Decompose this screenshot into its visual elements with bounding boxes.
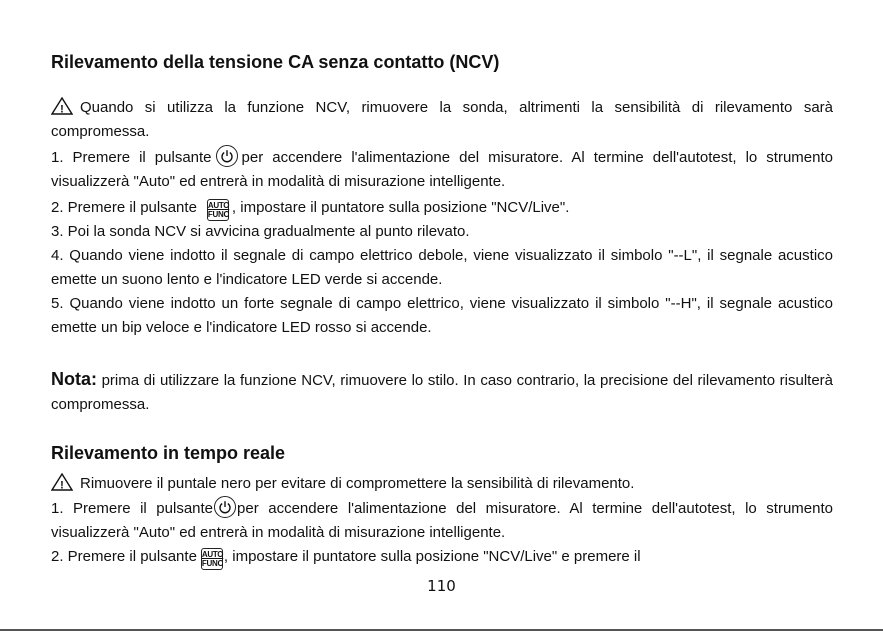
realtime-step-2-prefix: 2. Premere il pulsante [51, 548, 197, 565]
power-button-icon [216, 145, 238, 167]
power-button-icon [214, 496, 236, 518]
svg-text:!: ! [60, 103, 64, 115]
ncv-step-2 [51, 196, 833, 221]
ncv-step-3: 3. Poi la sonda NCV si avvicina gradualmente al punto rilevato. [51, 223, 470, 240]
section-title-ncv: Rilevamento della tensione CA senza contatto (NCV) [51, 52, 500, 72]
realtime-warning [51, 472, 833, 496]
func-label: FUNC [207, 210, 229, 219]
auto-label: AUTO [201, 550, 224, 559]
realtime-step-1-suffix: per accendere l'alimentazione del misuratore. Al termine dell'autotest, lo strumento visualizzerà "Auto" ed entrerà in modalità di misurazione intelligente. [51, 500, 833, 542]
func-label: FUNC [201, 559, 223, 568]
note-text: prima di utilizzare la funzione NCV, rimuovere lo stilo. In caso contrario, la precisione del rilevamento risulterà compromessa. [51, 372, 833, 414]
ncv-step-1 [51, 145, 833, 194]
auto-label: AUTO [207, 201, 230, 210]
ncv-step-4: 4. Quando viene indotto il segnale di campo elettrico debole, viene visualizzato il simbolo "--L", il segnale acustico emette un suono lento e l'indicatore LED verde si accende. [51, 247, 833, 289]
ncv-step-1-suffix: per accendere l'alimentazione del misuratore. Al termine dell'autotest, lo strumento visualizzerà "Auto" ed entrerà in modalità di misurazione intelligente. [51, 149, 833, 191]
note-paragraph [51, 367, 833, 417]
ncv-step-1-prefix: 1. Premere il pulsante [51, 149, 212, 166]
warning-triangle-icon [51, 473, 73, 490]
ncv-warning [51, 96, 833, 144]
realtime-step-1 [51, 496, 833, 545]
page-number: 110 [427, 577, 456, 595]
realtime-step-2-suffix: , impostare il puntatore sulla posizione "NCV/Live" e premere il [223, 548, 641, 565]
ncv-step-2-prefix: 2. Premere il pulsante [51, 199, 197, 216]
ncv-step-2-suffix: , impostare il puntatore sulla posizione "NCV/Live". [231, 199, 570, 216]
auto-func-button-icon [201, 548, 223, 570]
warning-triangle-icon [51, 97, 73, 114]
realtime-warning-text: Rimuovere il puntale nero per evitare di compromettere la sensibilità di rilevamento. [80, 475, 635, 492]
ncv-step-5: 5. Quando viene indotto un forte segnale di campo elettrico, viene visualizzato il simbolo "--H", il segnale acustico emette un bip veloce e l'indicatore LED rosso si accende. [51, 295, 833, 337]
realtime-step-1-prefix: 1. Premere il pulsante [51, 500, 214, 517]
section-title-realtime: Rilevamento in tempo reale [51, 443, 286, 463]
ncv-warning-text: Quando si utilizza la funzione NCV, rimuovere la sonda, altrimenti la sensibilità di rilevamento sarà compromessa. [51, 99, 833, 141]
note-label: Nota: [51, 369, 97, 389]
auto-func-button-icon [207, 199, 229, 221]
svg-text:!: ! [60, 479, 64, 491]
realtime-step-2 [51, 545, 833, 570]
